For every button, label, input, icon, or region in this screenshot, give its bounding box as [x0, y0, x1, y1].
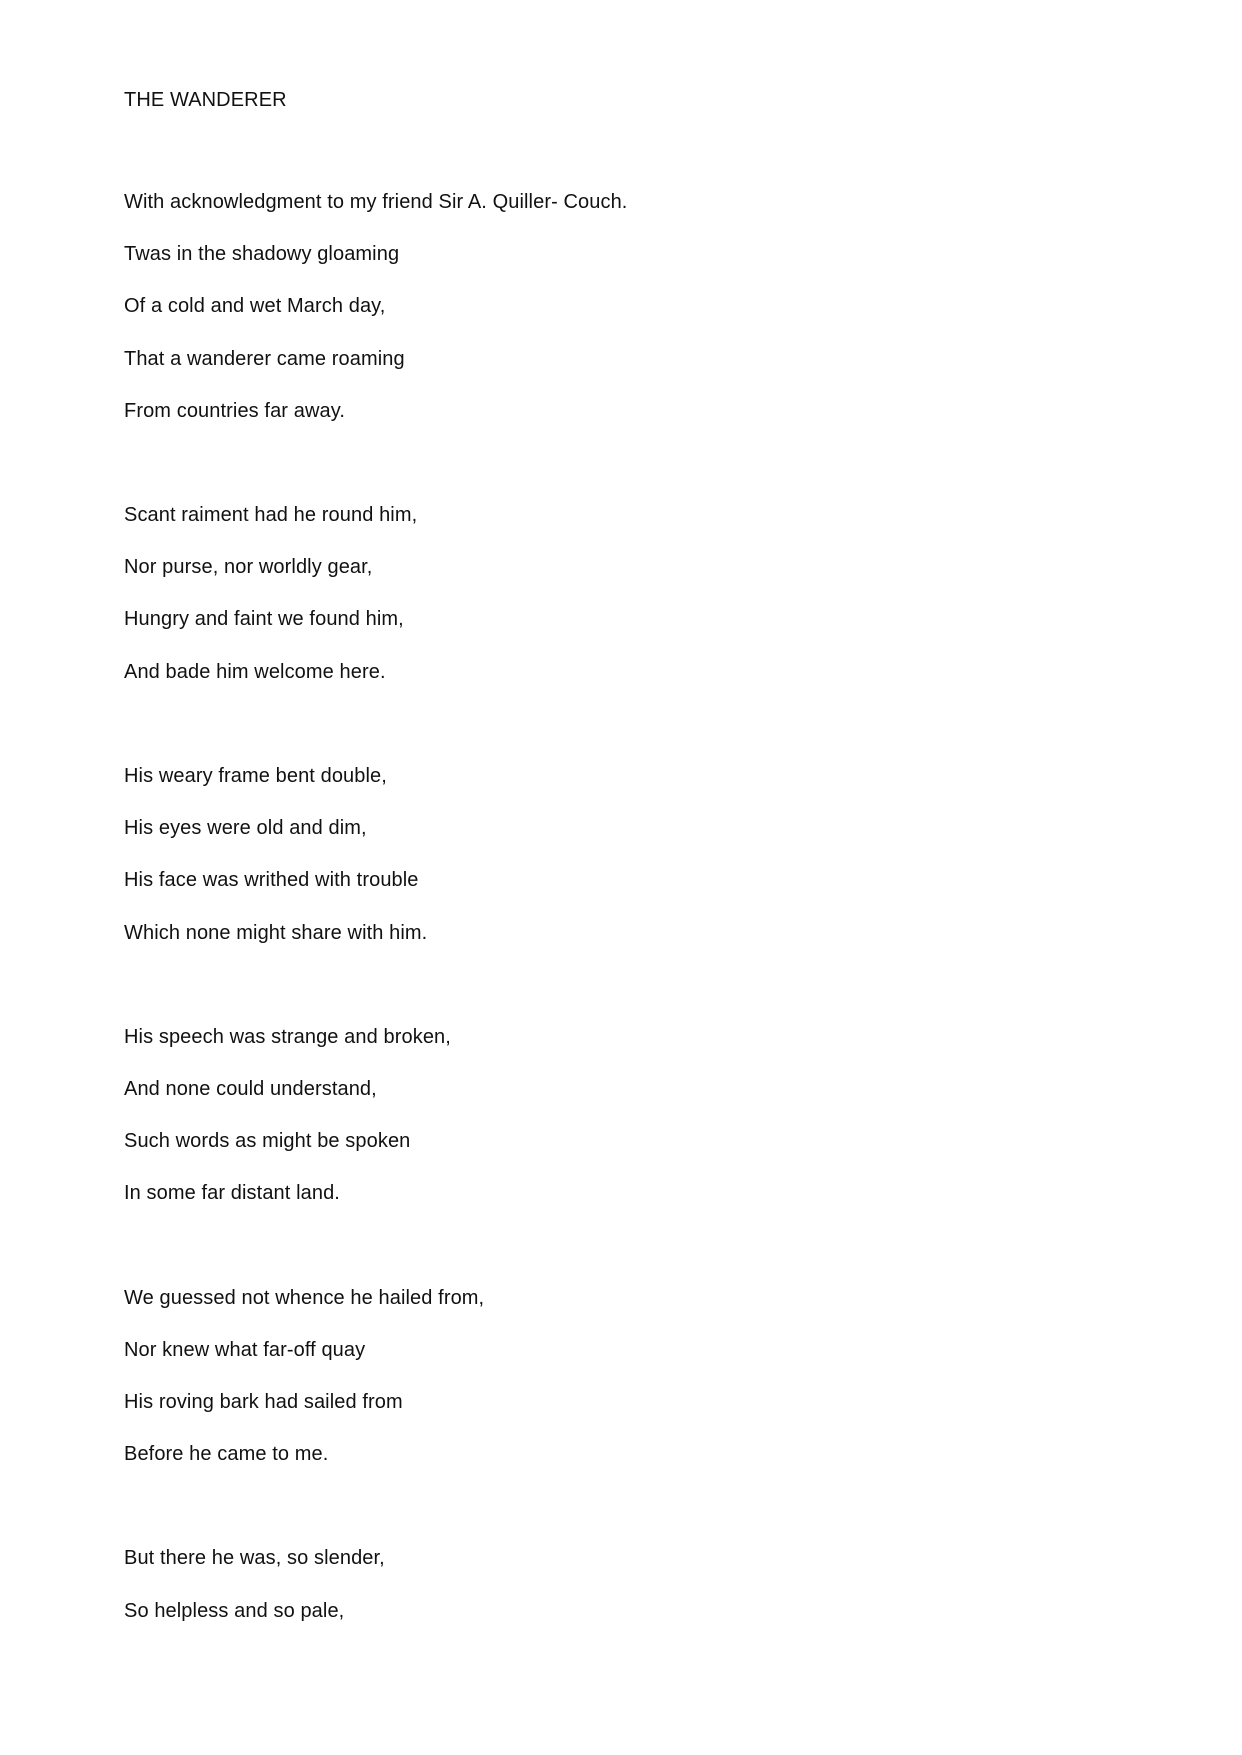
poem-line: Scant raiment had he round him,	[124, 504, 418, 526]
poem-line: Nor purse, nor worldly gear,	[124, 556, 373, 578]
poem-line: Hungry and faint we found him,	[124, 608, 404, 630]
poem-line: But there he was, so slender,	[124, 1547, 385, 1569]
poem-line: And bade him welcome here.	[124, 661, 386, 683]
dedication: With acknowledgment to my friend Sir A. Quiller- Couch.	[124, 191, 628, 213]
poem-line: We guessed not whence he hailed from,	[124, 1287, 485, 1309]
poem-line: In some far distant land.	[124, 1182, 340, 1204]
poem-line: His speech was strange and broken,	[124, 1026, 451, 1048]
poem-line: Nor knew what far-off quay	[124, 1339, 366, 1361]
poem-line: That a wanderer came roaming	[124, 348, 405, 370]
poem-line: Twas in the shadowy gloaming	[124, 243, 400, 265]
poem-line: Of a cold and wet March day,	[124, 295, 386, 317]
poem-line: Before he came to me.	[124, 1443, 329, 1465]
poem-line: His eyes were old and dim,	[124, 817, 367, 839]
page-title: THE WANDERER	[124, 89, 287, 111]
poem-line: His weary frame bent double,	[124, 765, 387, 787]
poem-line: Which none might share with him.	[124, 922, 428, 944]
poem-line: So helpless and so pale,	[124, 1600, 345, 1622]
poem-line: And none could understand,	[124, 1078, 377, 1100]
poem-line: Such words as might be spoken	[124, 1130, 411, 1152]
poem-line: His face was writhed with trouble	[124, 869, 419, 891]
poem-line: His roving bark had sailed from	[124, 1391, 403, 1413]
poem-line: From countries far away.	[124, 400, 345, 422]
